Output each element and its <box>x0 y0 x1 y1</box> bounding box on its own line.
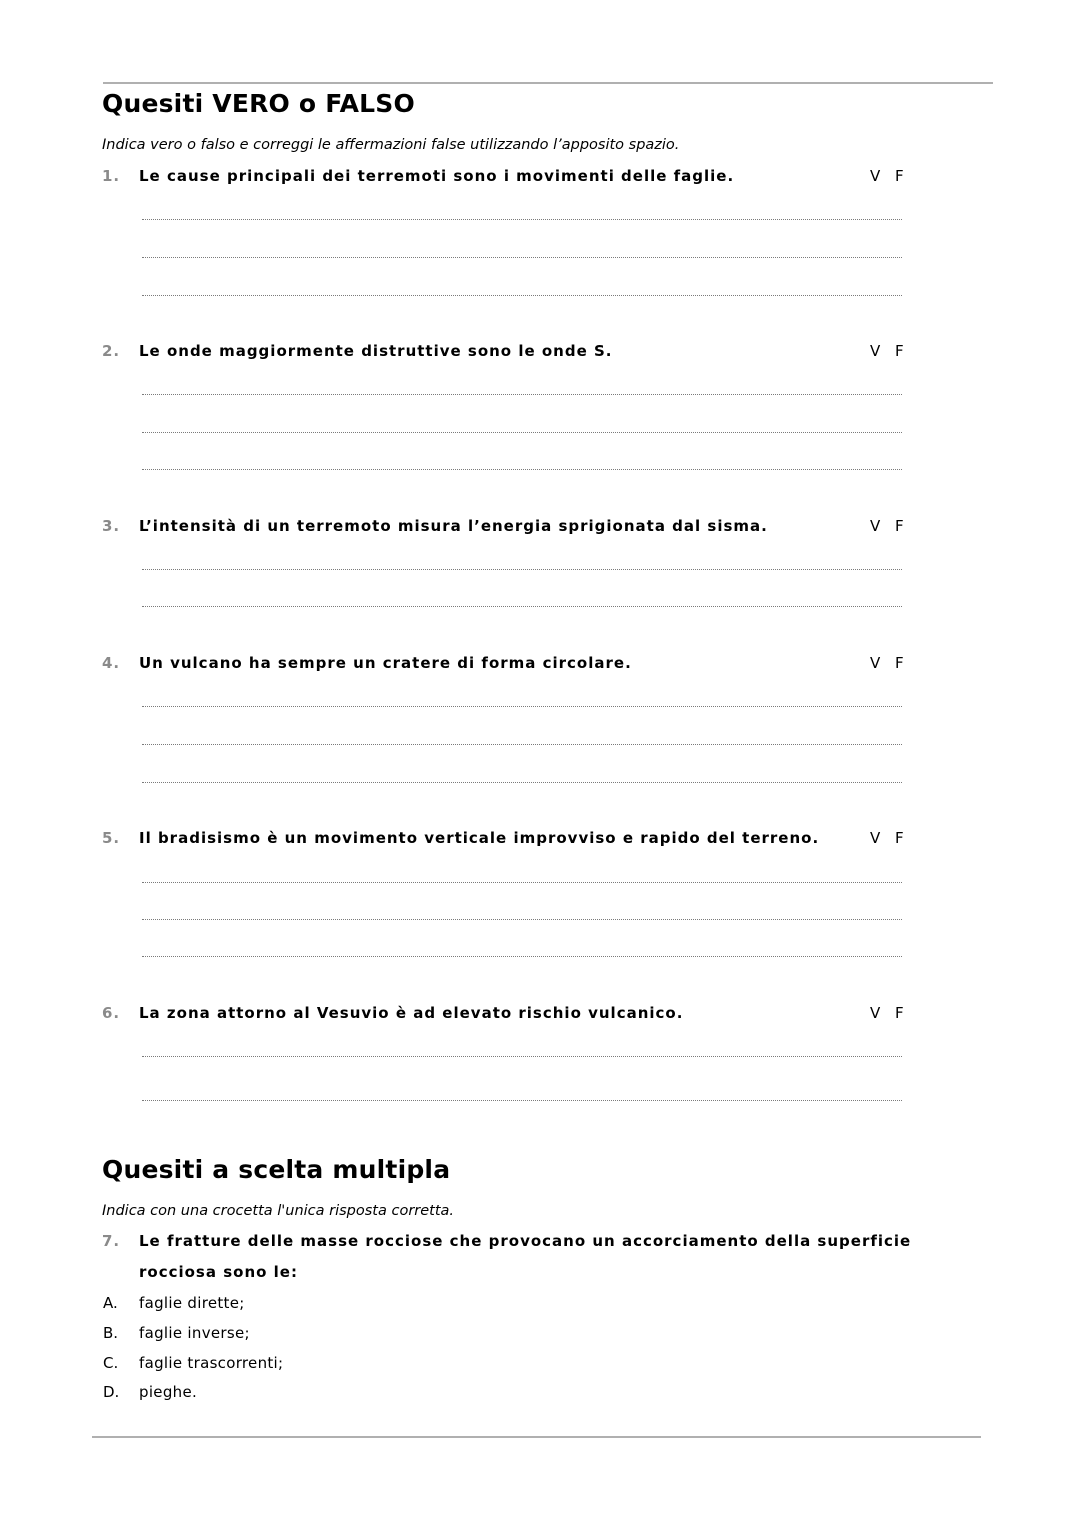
option-text: faglie trascorrenti; <box>139 1354 284 1372</box>
option-letter: A. <box>103 1294 118 1312</box>
question-text: Le cause principali dei terremoti sono i movimenti delle faglie. <box>139 167 735 185</box>
tf-section-title: Quesiti VERO o FALSO <box>102 89 415 118</box>
option-d[interactable] <box>0 1380 1080 1404</box>
question-number: 5. <box>102 829 121 847</box>
answer-line[interactable] <box>142 882 902 883</box>
false-option[interactable]: F <box>895 517 904 535</box>
answer-line[interactable] <box>142 706 902 707</box>
question-text: Le onde maggiormente distruttive sono le onde S. <box>139 342 613 360</box>
question-text: Il bradisismo è un movimento verticale improvviso e rapido del terreno. <box>139 829 820 847</box>
answer-line[interactable] <box>142 432 902 433</box>
mc-section-title: Quesiti a scelta multipla <box>102 1155 451 1184</box>
answer-line[interactable] <box>142 919 902 920</box>
answer-line[interactable] <box>142 295 902 296</box>
tf-question-5 <box>0 826 1080 850</box>
mc-instruction: Indica con una crocetta l'unica risposta corretta. <box>102 1203 455 1219</box>
true-option[interactable]: V <box>870 342 881 360</box>
option-a[interactable] <box>0 1291 1080 1315</box>
question-text: L’intensità di un terremoto misura l’energia sprigionata dal sisma. <box>139 517 768 535</box>
question-number: 3. <box>102 517 121 535</box>
answer-line[interactable] <box>142 956 902 957</box>
question-text: Un vulcano ha sempre un cratere di forma circolare. <box>139 654 632 672</box>
question-number: 2. <box>102 342 121 360</box>
true-option[interactable]: V <box>870 829 881 847</box>
option-letter: C. <box>103 1354 119 1372</box>
false-option[interactable]: F <box>895 167 904 185</box>
option-text: faglie dirette; <box>139 1294 245 1312</box>
option-b[interactable] <box>0 1321 1080 1345</box>
false-option[interactable]: F <box>895 1004 904 1022</box>
tf-question-1 <box>0 164 1080 188</box>
answer-line[interactable] <box>142 469 902 470</box>
true-option[interactable]: V <box>870 654 881 672</box>
answer-line[interactable] <box>142 1056 902 1057</box>
answer-line[interactable] <box>142 394 902 395</box>
tf-question-2 <box>0 339 1080 363</box>
tf-instruction: Indica vero o falso e correggi le affermazioni false utilizzando l’apposito spazio. <box>102 137 680 153</box>
tf-question-4 <box>0 651 1080 675</box>
answer-line[interactable] <box>142 257 902 258</box>
top-rule <box>103 82 993 84</box>
answer-line[interactable] <box>142 1100 902 1101</box>
question-number: 1. <box>102 167 121 185</box>
question-number: 4. <box>102 654 121 672</box>
question-number: 7. <box>102 1232 121 1250</box>
false-option[interactable]: F <box>895 342 904 360</box>
answer-line[interactable] <box>142 219 902 220</box>
true-option[interactable]: V <box>870 1004 881 1022</box>
option-text: pieghe. <box>139 1383 198 1401</box>
answer-line[interactable] <box>142 782 902 783</box>
answer-line[interactable] <box>142 744 902 745</box>
option-letter: B. <box>103 1324 119 1342</box>
question-text: La zona attorno al Vesuvio è ad elevato rischio vulcanico. <box>139 1004 684 1022</box>
option-letter: D. <box>103 1383 120 1401</box>
question-number: 6. <box>102 1004 121 1022</box>
answer-line[interactable] <box>142 569 902 570</box>
false-option[interactable]: F <box>895 654 904 672</box>
option-c[interactable] <box>0 1351 1080 1375</box>
bottom-rule <box>92 1436 981 1438</box>
tf-question-3 <box>0 514 1080 538</box>
true-option[interactable]: V <box>870 517 881 535</box>
mc-question-text: Le fratture delle masse rocciose che provocano un accorciamento della superficie rocciosa sono le: <box>139 1232 912 1281</box>
tf-question-6 <box>0 1001 1080 1025</box>
option-text: faglie inverse; <box>139 1324 250 1342</box>
answer-line[interactable] <box>142 606 902 607</box>
false-option[interactable]: F <box>895 829 904 847</box>
true-option[interactable]: V <box>870 167 881 185</box>
